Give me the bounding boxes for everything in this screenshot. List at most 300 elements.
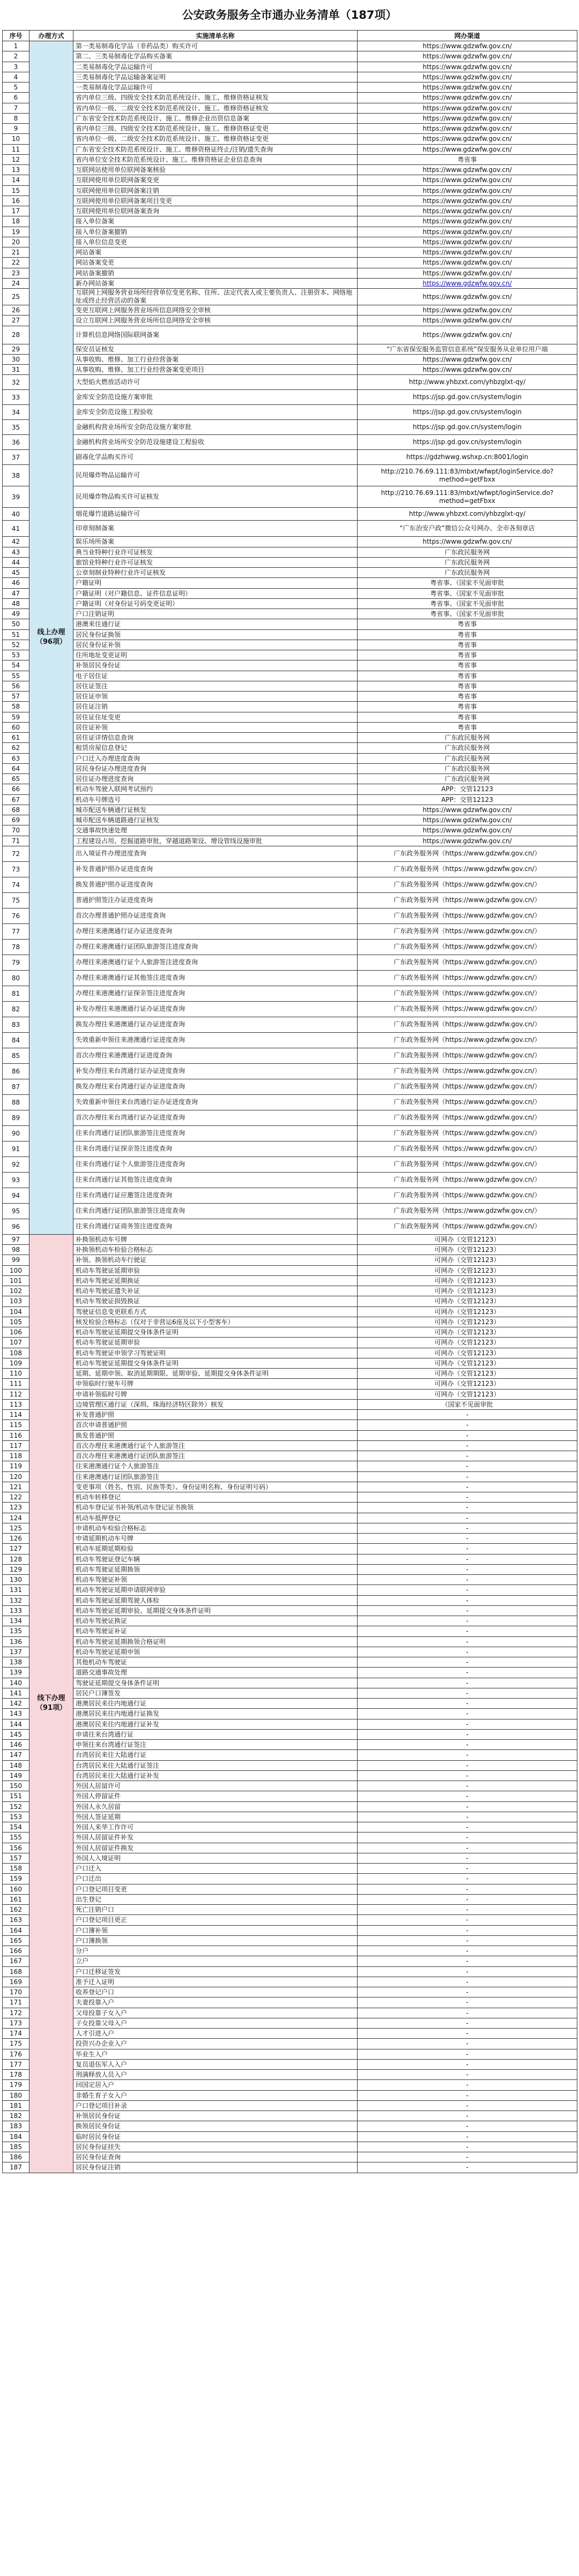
row-number: 155 [3,1833,29,1843]
row-number: 181 [3,2100,29,2111]
service-item-name: 第一类易制毒化学品（非药品类）购买许可 [73,41,358,51]
table-row [3,1245,577,1255]
row-number: 133 [3,1605,29,1616]
service-item-name: 港澳居民来往内地通行证 [73,1699,358,1709]
row-number: 87 [3,1079,29,1094]
online-channel: - [358,1647,577,1657]
table-row [3,743,577,753]
table-row [3,124,577,134]
row-number: 77 [3,923,29,939]
online-channel: https://www.gdzwfw.gov.cn/ [358,836,577,846]
online-channel: 广东政务服务网（https://www.gdzwfw.gov.cn/） [358,908,577,923]
service-item-name: 回国定居入户 [73,2080,358,2090]
service-item-name: 毕业生入户 [73,2049,358,2059]
table-row [3,1668,577,1678]
row-number: 170 [3,1987,29,1997]
table-row [3,1781,577,1791]
table-row [3,692,577,702]
online-channel: - [358,1956,577,1966]
service-item-name: 补发办理往来台湾通行证办证进度查询 [73,1063,358,1079]
table-body [3,41,577,2173]
row-number: 51 [3,629,29,640]
row-number: 103 [3,1296,29,1306]
table-row [3,1997,577,2008]
online-channel: - [358,1946,577,1956]
service-item-name: 外国人停留证件 [73,1791,358,1801]
table-row [3,923,577,939]
row-number: 39 [3,486,29,508]
table-row [3,1915,577,1925]
table-row [3,521,577,537]
table-row [3,753,577,763]
row-number: 171 [3,1997,29,2008]
row-number: 46 [3,578,29,588]
online-channel: https://www.gdzwfw.gov.cn/ [358,144,577,154]
service-item-name: 外国人入境证明 [73,1853,358,1863]
row-number: 106 [3,1327,29,1338]
online-channel: 粤省事 [358,692,577,702]
service-item-name: 机动车驾驶证延期申请联网审验 [73,1585,358,1595]
service-item-name: 互联网使用单位联网备案变更 [73,175,358,185]
online-channel: 粤省事 [358,619,577,629]
row-number: 149 [3,1770,29,1781]
table-row [3,681,577,691]
table-row [3,2080,577,2090]
service-item-name: 旅馆业特种行业许可证核发 [73,557,358,567]
online-channel: - [358,1492,577,1503]
online-channel: https://www.gdzwfw.gov.cn/ [358,124,577,134]
service-item-name: 机动车驾驶证延期审验 [73,1338,358,1348]
table-row [3,1492,577,1503]
online-channel [358,278,577,288]
service-item-name: 港澳居民来往内地通行证换发 [73,1709,358,1719]
service-item-name: 父母投靠子女入户 [73,2008,358,2018]
header-channel: 网办渠道 [358,31,577,41]
row-number: 127 [3,1544,29,1554]
online-channel: 广东政务服务网（https://www.gdzwfw.gov.cn/） [358,1094,577,1110]
row-number: 65 [3,774,29,784]
online-channel: 粤省事 [358,681,577,691]
online-channel: 粤省事 [358,671,577,681]
table-row [3,93,577,103]
table-row [3,557,577,567]
online-channel: https://www.gdzwfw.gov.cn/ [358,72,577,82]
online-channel: https://jsp.gd.gov.cn/system/login [358,405,577,420]
service-item-name: 道路交通事故处理 [73,1668,358,1678]
online-channel: - [358,1482,577,1492]
service-item-name: 机动车驾驶人联网考试预约 [73,784,358,794]
service-item-name: 金库安全防范设施方案审批 [73,390,358,405]
table-row [3,82,577,93]
service-item-name: 首次办理往来港澳通行证个人旅游签注 [73,1440,358,1451]
service-item-name: 死亡注销户口 [73,1905,358,1915]
table-row [3,1626,577,1636]
service-item-name: 机动车延期延期检验 [73,1544,358,1554]
table-row [3,278,577,288]
table-row [3,733,577,743]
online-channel: http://210.76.69.111:83/mbxt/wfwpt/loginService.do?method=getFbxx [358,465,577,486]
table-row [3,165,577,175]
service-item-name: 居住证详情信息查询 [73,733,358,743]
service-item-name: 办理往来港澳通行证探亲签注进度查询 [73,986,358,1001]
service-item-name: 机动车驾驶证申领学习驾驶证明 [73,1348,358,1358]
online-channel: 可网办（交管12123） [358,1358,577,1368]
table-row [3,185,577,196]
table-row [3,2142,577,2152]
row-number: 107 [3,1338,29,1348]
row-number: 45 [3,568,29,578]
online-channel: 广东政务服务网（https://www.gdzwfw.gov.cn/） [358,1156,577,1172]
service-item-name: 民用爆炸物品运输许可 [73,465,358,486]
table-row [3,1032,577,1048]
table-row [3,354,577,364]
row-number: 88 [3,1094,29,1110]
service-item-name: 申领往来台湾通行证签注 [73,1740,358,1750]
service-item-name: 二类易制毒化学品运输许可 [73,62,358,72]
row-number: 14 [3,175,29,185]
table-row [3,227,577,237]
online-channel: - [358,1657,577,1668]
service-item-name: 台湾居民来往大陆通行证签注 [73,1760,358,1770]
table-row [3,2018,577,2028]
table-row [3,815,577,825]
row-number: 3 [3,62,29,72]
service-item-name: 人才引进入户 [73,2029,358,2039]
table-row [3,1503,577,1513]
online-channel: - [358,1616,577,1626]
table-row [3,1853,577,1863]
table-row [3,1079,577,1094]
online-channel: - [358,1966,577,1977]
online-channel: https://www.gdzwfw.gov.cn/ [358,305,577,316]
service-item-name: 机动车驾驶证延期审验、延期提交身体条件证明 [73,1605,358,1616]
online-channel: 粤省事 [358,650,577,660]
table-row [3,1770,577,1781]
service-item-name: 省内单位一级、二级安全技术防范系统设计、施工、维修资格证核发 [73,103,358,113]
service-item-name: 机动车驾驶证延期换领合格证明 [73,1636,358,1647]
table-row [3,420,577,435]
online-channel: - [358,1781,577,1791]
online-channel: 粤省事 [358,154,577,164]
row-number: 61 [3,733,29,743]
service-item-name: 往来台湾通行证应邀签注进度查询 [73,1188,358,1203]
online-channel: https://gdzhwwg.wshxp.cn:8001/login [358,450,577,465]
table-row [3,486,577,508]
service-item-name: 居住证注销 [73,702,358,712]
online-channel: - [358,1595,577,1605]
online-channel: - [358,1987,577,1997]
row-number: 145 [3,1729,29,1739]
online-channel: - [358,1791,577,1801]
table-row [3,1358,577,1368]
online-channel: 广东政务服务网（https://www.gdzwfw.gov.cn/） [358,1001,577,1017]
online-channel: 广东政务服务网（https://www.gdzwfw.gov.cn/） [358,846,577,861]
online-channel: 可网办（交管12123） [358,1245,577,1255]
row-number: 105 [3,1317,29,1327]
table-row [3,2029,577,2039]
row-number: 184 [3,2131,29,2142]
row-number: 177 [3,2059,29,2069]
online-channel: - [358,2152,577,2162]
table-row [3,1678,577,1688]
row-number: 64 [3,763,29,773]
service-item-name: 申请延期机动车号牌 [73,1534,358,1544]
table-row [3,660,577,671]
online-channel: - [358,1740,577,1750]
table-row [3,1001,577,1017]
table-row [3,365,577,375]
channel-link[interactable]: https://www.gdzwfw.gov.cn/ [422,279,512,287]
row-number: 113 [3,1399,29,1409]
online-channel: - [358,1915,577,1925]
service-item-name: 第二、三类易制毒化学品购买备案 [73,51,358,62]
service-item-name: 省内单位一级、二级安全技术防范系统设计、施工、维修资格证变更 [73,134,358,144]
service-item-name: 租赁房屋信息登记 [73,743,358,753]
online-channel: - [358,1513,577,1523]
row-number: 73 [3,861,29,877]
online-channel: - [358,1668,577,1678]
table-row [3,970,577,986]
online-channel: “广东治安户政”微信公众号网办、全市各刻章店 [358,521,577,537]
service-item-name: 首次办理往来台湾通行证办证进度查询 [73,1110,358,1125]
service-item-name: 机动车驾驶证登记车辆 [73,1554,358,1564]
table-row [3,103,577,113]
row-number: 62 [3,743,29,753]
table-row [3,465,577,486]
online-channel: - [358,2070,577,2080]
service-item-name: 港澳居民来往内地通行证补发 [73,1719,358,1729]
document-title: 公安政务服务全市通办业务清单（187项） [182,9,397,21]
online-channel: https://www.gdzwfw.gov.cn/ [358,289,577,305]
online-channel: - [358,2018,577,2028]
service-item-name: 换领居民身份证 [73,2121,358,2131]
table-row [3,289,577,305]
row-number: 147 [3,1750,29,1760]
row-number: 151 [3,1791,29,1801]
service-item-name: 机动车驾驶证延期审验 [73,1265,358,1275]
table-row [3,1379,577,1389]
row-number: 96 [3,1219,29,1234]
online-channel: 广东政民服务网 [358,733,577,743]
online-channel: 广东政民服务网 [358,568,577,578]
table-row [3,1874,577,1884]
row-number: 2 [3,51,29,62]
online-channel: - [358,1636,577,1647]
service-item-name: 户口簿换领 [73,1935,358,1946]
service-item-name: 省内单位三级、四级安全技术防范系统设计、施工、维修资格证变更 [73,124,358,134]
row-number: 68 [3,805,29,815]
service-item-name: 往来台湾通行证团队旅游签注进度查询 [73,1125,358,1141]
row-number: 49 [3,609,29,619]
service-item-name: 烟花爆竹道路运输许可 [73,508,358,521]
online-channel: 广东政务服务网（https://www.gdzwfw.gov.cn/） [358,1203,577,1219]
online-channel: - [358,1440,577,1451]
row-number: 172 [3,2008,29,2018]
header-mode: 办理方式 [29,31,73,41]
table-row [3,1977,577,1987]
table-row [3,671,577,681]
online-channel: https://www.gdzwfw.gov.cn/ [358,815,577,825]
table-row [3,51,577,62]
service-item-name: 补发普通护照办证进度查询 [73,861,358,877]
row-number: 23 [3,268,29,278]
row-number: 20 [3,237,29,247]
service-item-name: 收养登记户口 [73,1987,358,1997]
table-row [3,609,577,619]
row-number: 98 [3,1245,29,1255]
row-number: 57 [3,692,29,702]
table-row [3,1338,577,1348]
table-row [3,650,577,660]
row-number: 129 [3,1564,29,1574]
service-item-name: 补换领机动车号牌 [73,1234,358,1244]
table-row [3,1544,577,1554]
online-channel: https://www.gdzwfw.gov.cn/ [358,316,577,326]
mode-category-cell: 线下办理（91项） [29,1234,73,2173]
online-channel: - [358,1801,577,1812]
service-item-name: 机动车驾驶证延期提交身体条件证明 [73,1358,358,1368]
service-item-name: 娱乐场所备案 [73,537,358,547]
online-channel: 粤省事 [358,660,577,671]
service-item-name: 换发办理往来台湾通行证办证进度查询 [73,1079,358,1094]
online-channel: https://www.gdzwfw.gov.cn/ [358,365,577,375]
service-item-name: 换发办理往来港澳通行证办证进度查询 [73,1017,358,1032]
service-item-name: 机动车驾驶证延期换领 [73,1564,358,1574]
service-item-name: 办理往来港澳通行证团队旅游签注进度查询 [73,939,358,955]
online-channel: - [358,1874,577,1884]
row-number: 11 [3,144,29,154]
row-number: 67 [3,794,29,805]
service-item-name: 补发办理往来港澳通行证办证进度查询 [73,1001,358,1017]
online-channel: 广东政务服务网（https://www.gdzwfw.gov.cn/） [358,1063,577,1079]
online-channel: 广东政务服务网（https://www.gdzwfw.gov.cn/） [358,970,577,986]
row-number: 128 [3,1554,29,1564]
row-number: 74 [3,877,29,892]
row-number: 161 [3,1894,29,1904]
table-row [3,1440,577,1451]
online-channel: - [358,1853,577,1863]
row-number: 123 [3,1503,29,1513]
service-item-name: 分户 [73,1946,358,1956]
online-channel: 粤省事 [358,722,577,732]
row-number: 174 [3,2029,29,2039]
online-channel: 粤省事、（国家不见面审批 [358,598,577,609]
online-channel: 可网办（交管12123） [358,1255,577,1265]
online-channel: https://www.gdzwfw.gov.cn/ [358,103,577,113]
table-row [3,1389,577,1399]
service-item-name: 户口簿补领 [73,1925,358,1935]
table-row [3,1306,577,1317]
row-number: 63 [3,753,29,763]
online-channel: - [358,2080,577,2090]
online-channel: - [358,1585,577,1595]
row-number: 173 [3,2018,29,2028]
row-number: 31 [3,365,29,375]
table-row [3,154,577,164]
online-channel: https://www.gdzwfw.gov.cn/ [358,354,577,364]
row-number: 141 [3,1688,29,1698]
row-number: 163 [3,1915,29,1925]
online-channel: 广东政务服务网（https://www.gdzwfw.gov.cn/） [358,1079,577,1094]
service-item-name: 外国人来华工作许可 [73,1822,358,1833]
row-number: 168 [3,1966,29,1977]
table-row [3,568,577,578]
online-channel: https://www.gdzwfw.gov.cn/ [358,41,577,51]
online-channel: 粤省事 [358,629,577,640]
online-channel: - [358,1575,577,1585]
service-item-name: 居民身份证挂失 [73,2142,358,2152]
service-item-name: 城市配送车辆通行证核发 [73,805,358,815]
row-number: 175 [3,2039,29,2049]
online-channel: - [358,1812,577,1822]
online-channel: 广东政务服务网（https://www.gdzwfw.gov.cn/） [358,986,577,1001]
table-row [3,1946,577,1956]
row-number: 111 [3,1379,29,1389]
row-number: 40 [3,508,29,521]
row-number: 33 [3,390,29,405]
row-number: 143 [3,1709,29,1719]
row-number: 21 [3,247,29,258]
online-channel: - [358,1626,577,1636]
online-channel: https://www.gdzwfw.gov.cn/ [358,237,577,247]
table-row [3,774,577,784]
online-channel: 广东政务服务网（https://www.gdzwfw.gov.cn/） [358,892,577,908]
row-number: 25 [3,289,29,305]
table-row [3,1709,577,1719]
service-item-name: 剧毒化学品购买许可 [73,450,358,465]
row-number: 32 [3,375,29,390]
service-item-name: 居住证住址变更 [73,712,358,722]
row-number: 97 [3,1234,29,1244]
row-number: 167 [3,1956,29,1966]
table-row [3,1017,577,1032]
table-row [3,1719,577,1729]
service-item-name: 申领临时行驶车号牌 [73,1379,358,1389]
online-channel: https://www.gdzwfw.gov.cn/ [358,134,577,144]
table-row [3,216,577,227]
service-item-name: 投资兴办企业入户 [73,2039,358,2049]
table-row [3,1843,577,1853]
online-channel: - [358,1410,577,1420]
row-number: 8 [3,113,29,123]
service-item-name: 机动车驾驶证损毁换证 [73,1296,358,1306]
table-row [3,206,577,216]
table-row [3,2039,577,2049]
table-row [3,268,577,278]
row-number: 130 [3,1575,29,1585]
table-row [3,537,577,547]
row-number: 117 [3,1440,29,1451]
row-number: 48 [3,598,29,609]
online-channel: https://www.gdzwfw.gov.cn/ [358,93,577,103]
service-item-name: 首次办理往来港澳通行证进度查询 [73,1048,358,1063]
row-number: 17 [3,206,29,216]
table-row [3,1296,577,1306]
table-row [3,1188,577,1203]
service-item-name: 申请往来台湾通行证 [73,1729,358,1739]
row-number: 139 [3,1668,29,1678]
online-channel: 可网办（交管12123） [358,1348,577,1358]
online-channel: 粤省事、（国家不见面审批 [358,588,577,598]
table-row [3,1048,577,1063]
table-row [3,1864,577,1874]
row-number: 44 [3,557,29,567]
row-number: 120 [3,1471,29,1482]
service-item-name: 网站备案撤销 [73,268,358,278]
row-number: 34 [3,405,29,420]
service-item-name: 接入单位备案 [73,216,358,227]
online-channel: 可网办（交管12123） [358,1296,577,1306]
